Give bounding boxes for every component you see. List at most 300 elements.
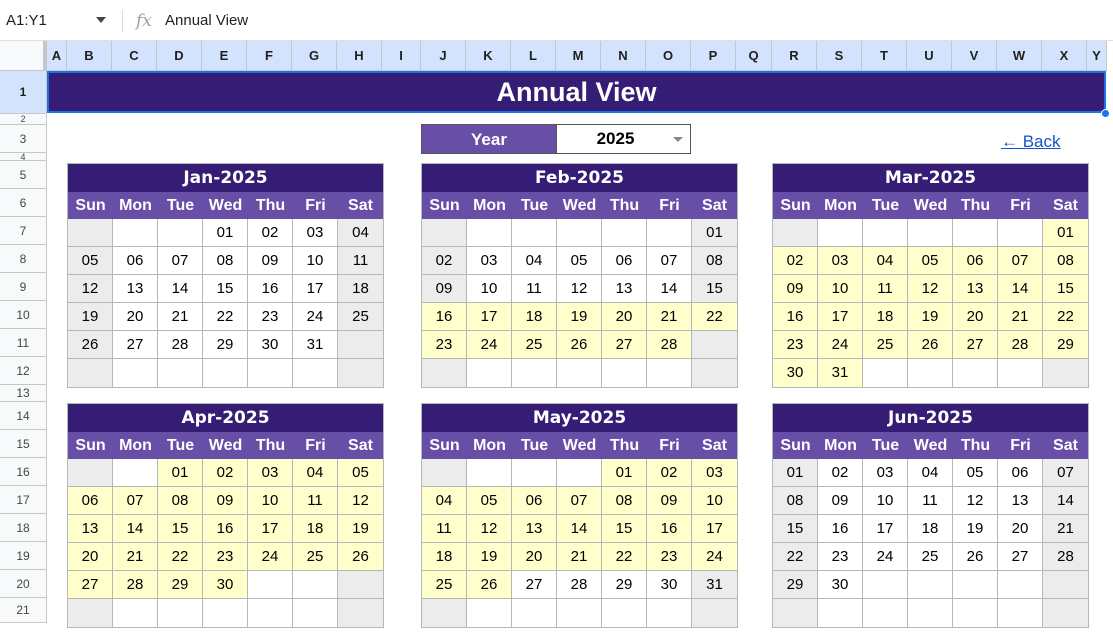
day-cell[interactable]: 16	[422, 303, 467, 331]
day-cell[interactable]: 03	[818, 247, 863, 275]
empty-day-cell[interactable]	[953, 571, 998, 599]
day-cell[interactable]: 07	[998, 247, 1043, 275]
day-cell[interactable]: 18	[422, 543, 467, 571]
day-cell[interactable]: 15	[773, 515, 818, 543]
empty-day-cell[interactable]	[467, 359, 512, 387]
empty-day-cell[interactable]	[248, 599, 293, 627]
day-cell[interactable]: 20	[512, 543, 557, 571]
day-cell[interactable]: 26	[557, 331, 602, 359]
day-cell[interactable]: 27	[68, 571, 113, 599]
row-header-15[interactable]: 15	[0, 430, 47, 458]
empty-day-cell[interactable]	[863, 219, 908, 247]
day-cell[interactable]: 21	[557, 543, 602, 571]
empty-day-cell[interactable]	[203, 359, 248, 387]
day-cell[interactable]: 05	[908, 247, 953, 275]
day-cell[interactable]: 17	[293, 275, 338, 303]
day-cell[interactable]: 23	[818, 543, 863, 571]
day-cell[interactable]: 09	[203, 487, 248, 515]
day-cell[interactable]: 12	[557, 275, 602, 303]
empty-day-cell[interactable]	[863, 359, 908, 387]
day-cell[interactable]: 24	[863, 543, 908, 571]
column-header-v[interactable]: V	[952, 41, 997, 71]
day-cell[interactable]: 28	[557, 571, 602, 599]
column-header-l[interactable]: L	[511, 41, 556, 71]
day-cell[interactable]: 06	[113, 247, 158, 275]
empty-day-cell[interactable]	[338, 571, 383, 599]
day-cell[interactable]: 17	[248, 515, 293, 543]
column-header-i[interactable]: I	[382, 41, 421, 71]
day-cell[interactable]: 08	[692, 247, 737, 275]
day-cell[interactable]: 28	[158, 331, 203, 359]
column-header-a[interactable]: A	[47, 41, 67, 71]
empty-day-cell[interactable]	[557, 219, 602, 247]
day-cell[interactable]: 28	[1043, 543, 1088, 571]
day-cell[interactable]: 09	[647, 487, 692, 515]
day-cell[interactable]: 03	[467, 247, 512, 275]
day-cell[interactable]: 31	[818, 359, 863, 387]
row-header-16[interactable]: 16	[0, 458, 47, 486]
row-header-11[interactable]: 11	[0, 329, 47, 357]
empty-day-cell[interactable]	[338, 599, 383, 627]
day-cell[interactable]: 31	[293, 331, 338, 359]
day-cell[interactable]: 22	[602, 543, 647, 571]
day-cell[interactable]: 25	[338, 303, 383, 331]
empty-day-cell[interactable]	[512, 599, 557, 627]
empty-day-cell[interactable]	[773, 219, 818, 247]
row-header-10[interactable]: 10	[0, 301, 47, 329]
row-header-21[interactable]: 21	[0, 598, 47, 623]
day-cell[interactable]: 01	[1043, 219, 1088, 247]
day-cell[interactable]: 15	[602, 515, 647, 543]
day-cell[interactable]: 06	[68, 487, 113, 515]
day-cell[interactable]: 28	[998, 331, 1043, 359]
empty-day-cell[interactable]	[68, 599, 113, 627]
day-cell[interactable]: 19	[908, 303, 953, 331]
day-cell[interactable]: 19	[338, 515, 383, 543]
row-header-2[interactable]: 2	[0, 114, 47, 125]
empty-day-cell[interactable]	[113, 599, 158, 627]
column-header-j[interactable]: J	[421, 41, 466, 71]
empty-day-cell[interactable]	[422, 359, 467, 387]
day-cell[interactable]: 20	[602, 303, 647, 331]
day-cell[interactable]: 27	[998, 543, 1043, 571]
day-cell[interactable]: 02	[248, 219, 293, 247]
day-cell[interactable]: 06	[602, 247, 647, 275]
empty-day-cell[interactable]	[467, 219, 512, 247]
chevron-down-icon[interactable]	[96, 17, 106, 23]
day-cell[interactable]: 24	[692, 543, 737, 571]
day-cell[interactable]: 02	[203, 459, 248, 487]
empty-day-cell[interactable]	[158, 359, 203, 387]
empty-day-cell[interactable]	[68, 459, 113, 487]
empty-day-cell[interactable]	[1043, 359, 1088, 387]
empty-day-cell[interactable]	[818, 599, 863, 627]
empty-day-cell[interactable]	[467, 599, 512, 627]
empty-day-cell[interactable]	[557, 599, 602, 627]
day-cell[interactable]: 03	[692, 459, 737, 487]
empty-day-cell[interactable]	[647, 599, 692, 627]
day-cell[interactable]: 14	[998, 275, 1043, 303]
day-cell[interactable]: 23	[422, 331, 467, 359]
empty-day-cell[interactable]	[908, 219, 953, 247]
empty-day-cell[interactable]	[773, 599, 818, 627]
empty-day-cell[interactable]	[818, 219, 863, 247]
day-cell[interactable]: 03	[863, 459, 908, 487]
empty-day-cell[interactable]	[953, 359, 998, 387]
day-cell[interactable]: 11	[293, 487, 338, 515]
empty-day-cell[interactable]	[203, 599, 248, 627]
day-cell[interactable]: 02	[818, 459, 863, 487]
column-header-d[interactable]: D	[157, 41, 202, 71]
dropdown-arrow-icon[interactable]	[673, 137, 683, 142]
empty-day-cell[interactable]	[512, 459, 557, 487]
day-cell[interactable]: 28	[647, 331, 692, 359]
day-cell[interactable]: 21	[1043, 515, 1088, 543]
day-cell[interactable]: 18	[908, 515, 953, 543]
day-cell[interactable]: 19	[68, 303, 113, 331]
day-cell[interactable]: 14	[647, 275, 692, 303]
day-cell[interactable]: 16	[647, 515, 692, 543]
select-all-corner[interactable]	[0, 41, 47, 71]
day-cell[interactable]: 04	[422, 487, 467, 515]
day-cell[interactable]: 07	[113, 487, 158, 515]
empty-day-cell[interactable]	[512, 219, 557, 247]
day-cell[interactable]: 06	[512, 487, 557, 515]
day-cell[interactable]: 15	[158, 515, 203, 543]
column-header-o[interactable]: O	[646, 41, 691, 71]
day-cell[interactable]: 13	[512, 515, 557, 543]
column-header-h[interactable]: H	[337, 41, 382, 71]
day-cell[interactable]: 12	[68, 275, 113, 303]
name-box[interactable]: A1:Y1	[6, 12, 47, 29]
empty-day-cell[interactable]	[863, 599, 908, 627]
empty-day-cell[interactable]	[602, 359, 647, 387]
day-cell[interactable]: 17	[818, 303, 863, 331]
empty-day-cell[interactable]	[602, 599, 647, 627]
day-cell[interactable]: 30	[203, 571, 248, 599]
day-cell[interactable]: 24	[467, 331, 512, 359]
day-cell[interactable]: 21	[158, 303, 203, 331]
day-cell[interactable]: 19	[467, 543, 512, 571]
day-cell[interactable]: 28	[113, 571, 158, 599]
day-cell[interactable]: 27	[602, 331, 647, 359]
column-header-w[interactable]: W	[997, 41, 1042, 71]
day-cell[interactable]: 09	[818, 487, 863, 515]
empty-day-cell[interactable]	[422, 599, 467, 627]
day-cell[interactable]: 17	[863, 515, 908, 543]
row-header-7[interactable]: 7	[0, 217, 47, 245]
column-header-q[interactable]: Q	[736, 41, 772, 71]
column-header-u[interactable]: U	[907, 41, 952, 71]
day-cell[interactable]: 20	[68, 543, 113, 571]
day-cell[interactable]: 23	[203, 543, 248, 571]
day-cell[interactable]: 10	[467, 275, 512, 303]
day-cell[interactable]: 16	[248, 275, 293, 303]
day-cell[interactable]: 11	[422, 515, 467, 543]
row-header-5[interactable]: 5	[0, 161, 47, 189]
day-cell[interactable]: 11	[908, 487, 953, 515]
day-cell[interactable]: 30	[818, 571, 863, 599]
day-cell[interactable]: 24	[248, 543, 293, 571]
empty-day-cell[interactable]	[113, 359, 158, 387]
day-cell[interactable]: 01	[602, 459, 647, 487]
day-cell[interactable]: 30	[248, 331, 293, 359]
day-cell[interactable]: 29	[773, 571, 818, 599]
page-title[interactable]: Annual View	[47, 71, 1106, 113]
empty-day-cell[interactable]	[953, 219, 998, 247]
day-cell[interactable]: 15	[1043, 275, 1088, 303]
day-cell[interactable]: 09	[422, 275, 467, 303]
day-cell[interactable]: 22	[773, 543, 818, 571]
day-cell[interactable]: 01	[773, 459, 818, 487]
day-cell[interactable]: 12	[908, 275, 953, 303]
empty-day-cell[interactable]	[512, 359, 557, 387]
empty-day-cell[interactable]	[692, 331, 737, 359]
day-cell[interactable]: 08	[602, 487, 647, 515]
day-cell[interactable]: 22	[203, 303, 248, 331]
day-cell[interactable]: 26	[68, 331, 113, 359]
back-link[interactable]: ← Back	[1001, 132, 1061, 151]
row-header-14[interactable]: 14	[0, 402, 47, 430]
day-cell[interactable]: 25	[908, 543, 953, 571]
empty-day-cell[interactable]	[692, 599, 737, 627]
day-cell[interactable]: 08	[773, 487, 818, 515]
day-cell[interactable]: 14	[113, 515, 158, 543]
day-cell[interactable]: 23	[773, 331, 818, 359]
day-cell[interactable]: 25	[422, 571, 467, 599]
empty-day-cell[interactable]	[908, 359, 953, 387]
column-header-r[interactable]: R	[772, 41, 817, 71]
day-cell[interactable]: 26	[467, 571, 512, 599]
day-cell[interactable]: 05	[338, 459, 383, 487]
day-cell[interactable]: 04	[338, 219, 383, 247]
day-cell[interactable]: 14	[158, 275, 203, 303]
day-cell[interactable]: 04	[293, 459, 338, 487]
day-cell[interactable]: 03	[293, 219, 338, 247]
column-header-s[interactable]: S	[817, 41, 862, 71]
day-cell[interactable]: 26	[908, 331, 953, 359]
day-cell[interactable]: 20	[998, 515, 1043, 543]
day-cell[interactable]: 14	[557, 515, 602, 543]
column-header-g[interactable]: G	[292, 41, 337, 71]
day-cell[interactable]: 14	[1043, 487, 1088, 515]
day-cell[interactable]: 21	[647, 303, 692, 331]
row-header-9[interactable]: 9	[0, 273, 47, 301]
day-cell[interactable]: 12	[467, 515, 512, 543]
day-cell[interactable]: 13	[953, 275, 998, 303]
day-cell[interactable]: 22	[1043, 303, 1088, 331]
day-cell[interactable]: 10	[692, 487, 737, 515]
day-cell[interactable]: 07	[158, 247, 203, 275]
day-cell[interactable]: 02	[647, 459, 692, 487]
day-cell[interactable]: 13	[113, 275, 158, 303]
empty-day-cell[interactable]	[953, 599, 998, 627]
day-cell[interactable]: 10	[818, 275, 863, 303]
day-cell[interactable]: 08	[158, 487, 203, 515]
empty-day-cell[interactable]	[602, 219, 647, 247]
day-cell[interactable]: 11	[863, 275, 908, 303]
day-cell[interactable]: 16	[203, 515, 248, 543]
empty-day-cell[interactable]	[557, 459, 602, 487]
row-header-6[interactable]: 6	[0, 189, 47, 217]
day-cell[interactable]: 21	[998, 303, 1043, 331]
day-cell[interactable]: 29	[203, 331, 248, 359]
day-cell[interactable]: 08	[203, 247, 248, 275]
day-cell[interactable]: 01	[158, 459, 203, 487]
day-cell[interactable]: 18	[512, 303, 557, 331]
day-cell[interactable]: 30	[647, 571, 692, 599]
day-cell[interactable]: 30	[773, 359, 818, 387]
column-header-t[interactable]: T	[862, 41, 907, 71]
day-cell[interactable]: 05	[953, 459, 998, 487]
day-cell[interactable]: 27	[113, 331, 158, 359]
day-cell[interactable]: 03	[248, 459, 293, 487]
empty-day-cell[interactable]	[998, 571, 1043, 599]
day-cell[interactable]: 23	[248, 303, 293, 331]
column-header-y[interactable]: Y	[1087, 41, 1107, 71]
day-cell[interactable]: 04	[908, 459, 953, 487]
row-header-8[interactable]: 8	[0, 245, 47, 273]
formula-input[interactable]: Annual View	[165, 12, 249, 29]
day-cell[interactable]: 02	[773, 247, 818, 275]
day-cell[interactable]: 13	[68, 515, 113, 543]
empty-day-cell[interactable]	[1043, 571, 1088, 599]
empty-day-cell[interactable]	[248, 359, 293, 387]
day-cell[interactable]: 08	[1043, 247, 1088, 275]
day-cell[interactable]: 26	[338, 543, 383, 571]
day-cell[interactable]: 25	[863, 331, 908, 359]
column-header-b[interactable]: B	[67, 41, 112, 71]
day-cell[interactable]: 22	[692, 303, 737, 331]
day-cell[interactable]: 12	[953, 487, 998, 515]
empty-day-cell[interactable]	[998, 359, 1043, 387]
day-cell[interactable]: 20	[953, 303, 998, 331]
row-header-12[interactable]: 12	[0, 357, 47, 385]
column-header-e[interactable]: E	[202, 41, 247, 71]
day-cell[interactable]: 05	[68, 247, 113, 275]
row-header-17[interactable]: 17	[0, 486, 47, 514]
day-cell[interactable]: 07	[647, 247, 692, 275]
day-cell[interactable]: 02	[422, 247, 467, 275]
day-cell[interactable]: 10	[248, 487, 293, 515]
day-cell[interactable]: 09	[248, 247, 293, 275]
empty-day-cell[interactable]	[863, 571, 908, 599]
day-cell[interactable]: 10	[293, 247, 338, 275]
day-cell[interactable]: 24	[293, 303, 338, 331]
day-cell[interactable]: 17	[467, 303, 512, 331]
day-cell[interactable]: 12	[338, 487, 383, 515]
day-cell[interactable]: 13	[998, 487, 1043, 515]
day-cell[interactable]: 07	[557, 487, 602, 515]
empty-day-cell[interactable]	[647, 359, 692, 387]
empty-day-cell[interactable]	[68, 219, 113, 247]
column-header-k[interactable]: K	[466, 41, 511, 71]
row-header-13[interactable]: 13	[0, 385, 47, 402]
day-cell[interactable]: 22	[158, 543, 203, 571]
day-cell[interactable]: 01	[692, 219, 737, 247]
empty-day-cell[interactable]	[338, 331, 383, 359]
day-cell[interactable]: 09	[773, 275, 818, 303]
empty-day-cell[interactable]	[422, 219, 467, 247]
day-cell[interactable]: 04	[512, 247, 557, 275]
column-header-x[interactable]: X	[1042, 41, 1087, 71]
row-header-1[interactable]: 1	[0, 71, 47, 114]
day-cell[interactable]: 16	[773, 303, 818, 331]
empty-day-cell[interactable]	[998, 599, 1043, 627]
day-cell[interactable]: 29	[158, 571, 203, 599]
empty-day-cell[interactable]	[113, 459, 158, 487]
day-cell[interactable]: 26	[953, 543, 998, 571]
empty-day-cell[interactable]	[998, 219, 1043, 247]
day-cell[interactable]: 05	[557, 247, 602, 275]
column-header-c[interactable]: C	[112, 41, 157, 71]
empty-day-cell[interactable]	[1043, 599, 1088, 627]
empty-day-cell[interactable]	[113, 219, 158, 247]
row-header-20[interactable]: 20	[0, 570, 47, 598]
column-header-p[interactable]: P	[691, 41, 736, 71]
day-cell[interactable]: 18	[293, 515, 338, 543]
empty-day-cell[interactable]	[248, 571, 293, 599]
day-cell[interactable]: 31	[692, 571, 737, 599]
day-cell[interactable]: 25	[512, 331, 557, 359]
day-cell[interactable]: 10	[863, 487, 908, 515]
empty-day-cell[interactable]	[908, 599, 953, 627]
day-cell[interactable]: 13	[602, 275, 647, 303]
column-header-f[interactable]: F	[247, 41, 292, 71]
row-header-18[interactable]: 18	[0, 514, 47, 542]
day-cell[interactable]: 21	[113, 543, 158, 571]
column-header-m[interactable]: M	[556, 41, 601, 71]
empty-day-cell[interactable]	[692, 359, 737, 387]
day-cell[interactable]: 18	[863, 303, 908, 331]
day-cell[interactable]: 05	[467, 487, 512, 515]
day-cell[interactable]: 23	[647, 543, 692, 571]
day-cell[interactable]: 25	[293, 543, 338, 571]
empty-day-cell[interactable]	[293, 599, 338, 627]
empty-day-cell[interactable]	[647, 219, 692, 247]
empty-day-cell[interactable]	[293, 359, 338, 387]
day-cell[interactable]: 17	[692, 515, 737, 543]
empty-day-cell[interactable]	[158, 599, 203, 627]
day-cell[interactable]: 06	[998, 459, 1043, 487]
day-cell[interactable]: 04	[863, 247, 908, 275]
day-cell[interactable]: 18	[338, 275, 383, 303]
day-cell[interactable]: 29	[602, 571, 647, 599]
empty-day-cell[interactable]	[557, 359, 602, 387]
row-header-19[interactable]: 19	[0, 542, 47, 570]
day-cell[interactable]: 06	[953, 247, 998, 275]
day-cell[interactable]: 24	[818, 331, 863, 359]
day-cell[interactable]: 27	[953, 331, 998, 359]
day-cell[interactable]: 11	[512, 275, 557, 303]
empty-day-cell[interactable]	[68, 359, 113, 387]
empty-day-cell[interactable]	[293, 571, 338, 599]
day-cell[interactable]: 29	[1043, 331, 1088, 359]
day-cell[interactable]: 16	[818, 515, 863, 543]
selection-handle[interactable]	[1101, 109, 1110, 118]
day-cell[interactable]: 01	[203, 219, 248, 247]
day-cell[interactable]: 11	[338, 247, 383, 275]
day-cell[interactable]: 27	[512, 571, 557, 599]
day-cell[interactable]: 15	[203, 275, 248, 303]
empty-day-cell[interactable]	[467, 459, 512, 487]
day-cell[interactable]: 15	[692, 275, 737, 303]
empty-day-cell[interactable]	[158, 219, 203, 247]
empty-day-cell[interactable]	[422, 459, 467, 487]
row-header-4[interactable]: 4	[0, 153, 47, 161]
day-cell[interactable]: 19	[557, 303, 602, 331]
day-cell[interactable]: 07	[1043, 459, 1088, 487]
